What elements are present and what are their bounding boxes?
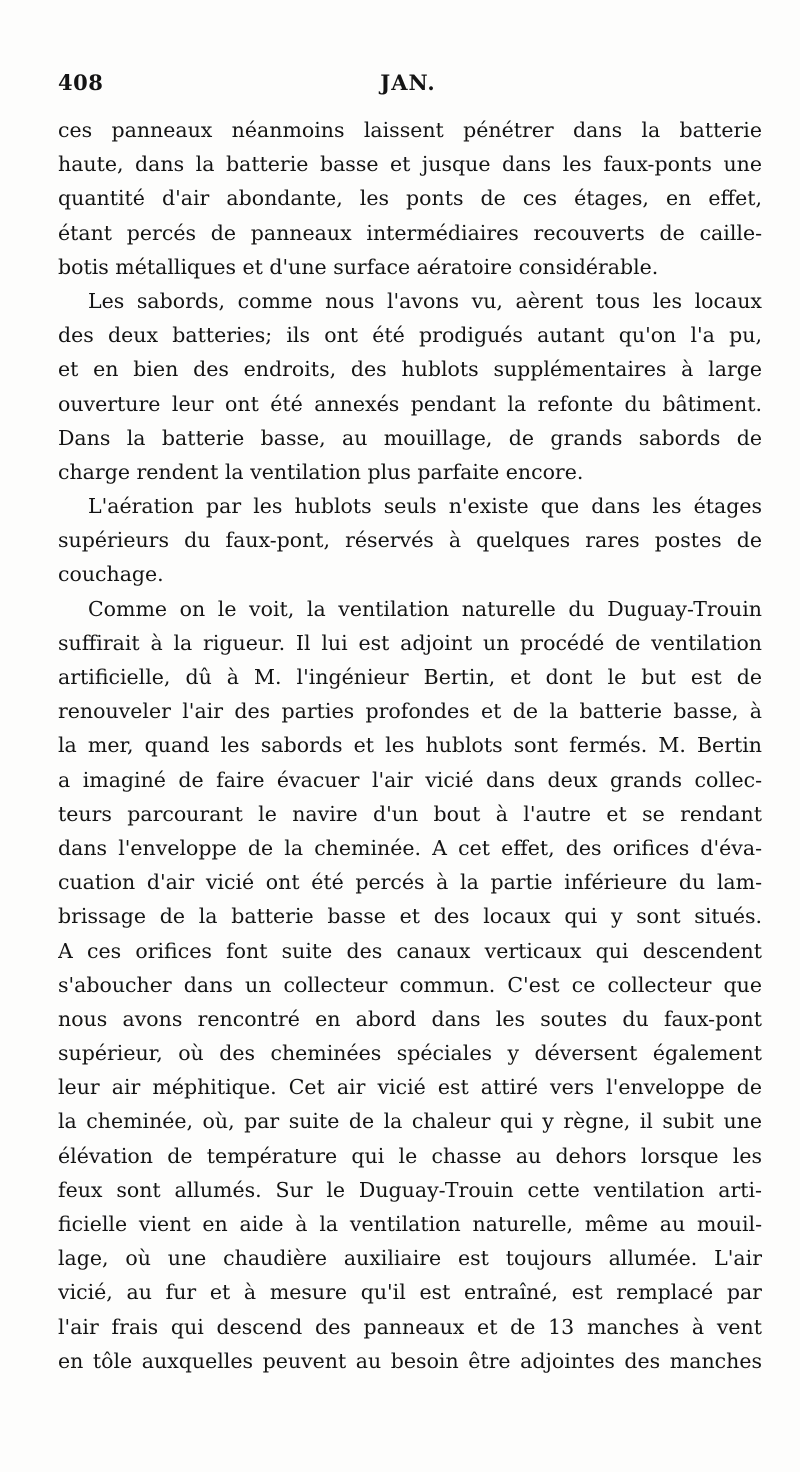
text-line: quantité d'air abondante, les ponts de ces étages, en effet, (58, 186, 762, 211)
text-line: haute, dans la batterie basse et jusque dans les faux-ponts une (58, 152, 762, 177)
text-line: brissage de la batterie basse et des locaux qui y sont situés. (58, 904, 762, 929)
text-line: teurs parcourant le navire d'un bout à l'autre et se rendant (58, 801, 762, 826)
text-line: cuation d'air vicié ont été percés à la partie inférieure du lam- (58, 870, 762, 895)
page-number: 408 (58, 70, 104, 95)
text-line: Dans la batterie basse, au mouillage, de grands sabords de (58, 425, 762, 450)
body-text (58, 113, 762, 1378)
text-line: élévation de température qui le chasse au dehors lorsque les (58, 1143, 762, 1168)
text-line: s'aboucher dans un collecteur commun. C'est ce collecteur que (58, 972, 762, 997)
text-line: en tôle auxquelles peuvent au besoin être adjointes des manches (58, 1348, 762, 1373)
text-line: nous avons rencontré en abord dans les soutes du faux-pont (58, 1006, 762, 1031)
text-line: lage, où une chaudière auxiliaire est toujours allumée. L'air (58, 1246, 762, 1271)
text-line: Les sabords, comme nous l'avons vu, aèrent tous les locaux (88, 288, 762, 313)
text-line: supérieurs du faux-pont, réservés à quelques rares postes de (58, 528, 762, 553)
running-head (58, 70, 758, 104)
text-line: botis métalliques et d'une surface aératoire considérable. (58, 254, 659, 279)
text-line: feux sont allumés. Sur le Duguay-Trouin cette ventilation arti- (58, 1177, 762, 1202)
text-line: la cheminée, où, par suite de la chaleur qui y règne, il subit une (58, 1109, 762, 1134)
text-line: suffirait à la rigueur. Il lui est adjoint un procédé de ventilation (58, 630, 762, 655)
text-line: A ces orifices font suite des canaux verticaux qui descendent (58, 938, 762, 963)
text-line: artificielle, dû à M. l'ingénieur Bertin, et dont le but est de (58, 665, 762, 689)
text-line: ces panneaux néanmoins laissent pénétrer dans la batterie (58, 118, 762, 142)
text-line: renouveler l'air des parties profondes et de la batterie basse, à (58, 699, 762, 724)
text-line: L'aération par les hublots seuls n'existe que dans les étages (88, 494, 762, 519)
text-line: étant percés de panneaux intermédiaires recouverts de caille- (58, 220, 762, 245)
text-line: l'air frais qui descend des panneaux et de 13 manches à vent (58, 1314, 762, 1339)
text-line: des deux batteries; ils ont été prodigués autant qu'on l'a pu, (58, 323, 762, 348)
text-line: et en bien des endroits, des hublots supplémentaires à large (58, 357, 762, 382)
text-line: vicié, au fur et à mesure qu'il est entraîné, est remplacé par (58, 1280, 762, 1305)
text-line: a imaginé de faire évacuer l'air vicié dans deux grands collec- (58, 767, 762, 792)
text-line: couchage. (58, 562, 164, 587)
text-line: ficielle vient en aide à la ventilation naturelle, même au mouil- (58, 1212, 762, 1236)
text-line: dans l'enveloppe de la cheminée. A cet effet, des orifices d'éva- (58, 835, 762, 860)
text-line: Comme on le voit, la ventilation naturelle du Duguay-Trouin (88, 596, 762, 621)
text-line: charge rendent la ventilation plus parfaite encore. (58, 459, 584, 484)
text-line: leur air méphitique. Cet air vicié est attiré vers l'enveloppe de (58, 1075, 762, 1100)
text-line: la mer, quand les sabords et les hublots sont fermés. M. Bertin (58, 733, 762, 758)
running-title: JAN. (380, 70, 436, 95)
text-line: supérieur, où des cheminées spéciales y déversent également (58, 1041, 762, 1066)
text-line: ouverture leur ont été annexés pendant la refonte du bâtiment. (58, 391, 762, 416)
